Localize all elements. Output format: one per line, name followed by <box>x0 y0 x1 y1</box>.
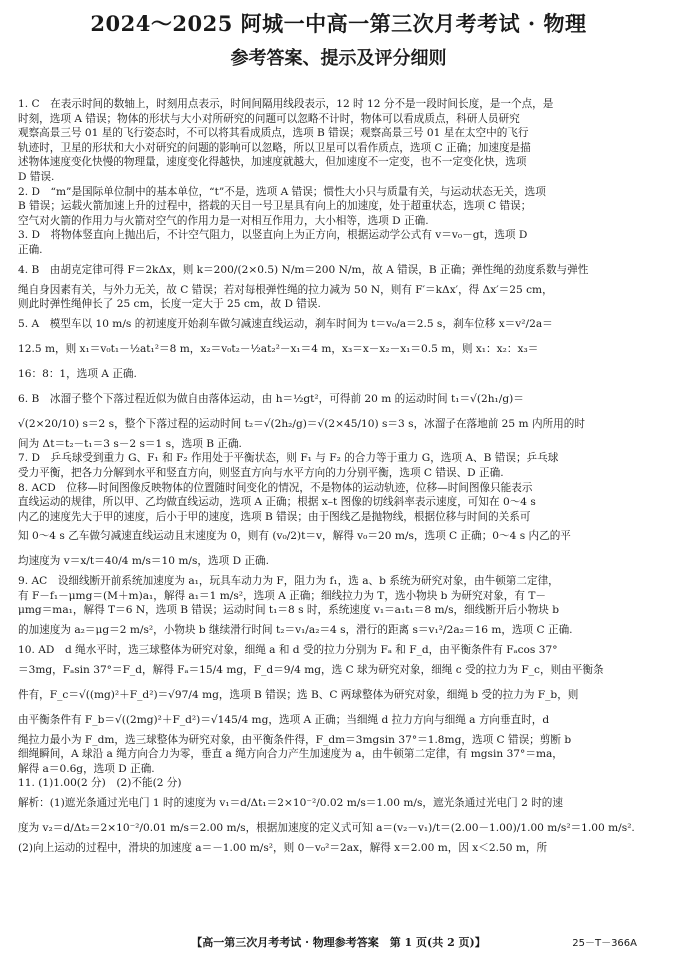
answer-line: 绳自身因素有关，与外力无关，故 C 错误；若对每根弹性绳的拉力减为 50 N，则有 F′＝kΔx′，得 Δx′＝25 cm， <box>18 283 553 296</box>
answer-line: 11. (1)1.00(2 分) (2)不能(2 分) <box>18 777 182 790</box>
answer-line: 受力平衡，把各力分解到水平和竖直方向，则竖直方向与水平方向的力分别平衡，选项 C 错误、D 正确. <box>18 466 504 479</box>
answer-line: 空气对火箭的作用力与火箭对空气的作用力是一对相互作用力，大小相等，选项 D 正确. <box>18 214 429 227</box>
footer-code: 25－T－366A <box>572 938 637 949</box>
answer-line: ＝3mg，Fₐsin 37°＝F_d，解得 Fₐ＝15/4 mg，F_d＝9/4 mg，选 C 球为研究对象，细绳 c 受的拉力为 F_c，则由平衡条 <box>18 663 604 676</box>
answer-line: 7. D 乒乓球受到重力 G、F₁ 和 F₂ 作用处于平衡状态，则 F₁ 与 F₂ 的合力等于重力 G，选项 A、B 错误；乒乓球 <box>18 452 559 465</box>
answer-line: 轨迹时，卫星的形状和大小对研究的问题的影响可以忽略，所以卫星可以看作质点，选项 C 正确；加速度是描 <box>18 141 531 154</box>
answer-line: 有 F－f₁－μmg＝(M＋m)a₁，解得 a₁＝1 m/s²，选项 A 正确；细线拉力为 T，选小物块 b 为研究对象，有 T－ <box>18 589 547 602</box>
answer-line: μmg＝ma₁，解得 T＝6 N，选项 B 错误；运动时间 t₁＝8 s 时，系统速度 v₁＝a₁t₁＝8 m/s，细线断开后小物块 b <box>18 604 559 617</box>
answer-line: 10. AD d 绳水平时，选三球整体为研究对象，细绳 a 和 d 受的拉力分别为 Fₐ 和 F_d，由平衡条件有 Fₐcos 37° <box>18 644 558 657</box>
answer-line: 3. D 将物体竖直向上抛出后，不计空气阻力，以竖直向上为正方向，根据运动学公式有 v＝v₀－gt，选项 D <box>18 229 528 242</box>
answer-line: D 错误. <box>18 170 55 183</box>
answer-line: B 错误；运载火箭加速上升的过程中，搭载的天目一号卫星具有向上的加速度，处于超重状态，选项 C 错误； <box>18 200 532 213</box>
answer-line: 解析：(1)遮光条通过光电门 1 时的速度为 v₁＝d/Δt₁＝2×10⁻²/0.02 m/s＝1.00 m/s，遮光条通过光电门 2 时的速 <box>18 797 563 810</box>
answer-line: 正确. <box>18 243 43 256</box>
answer-line: 16：8：1，选项 A 正确. <box>18 367 137 380</box>
page-title: 2024～2025 阿城一中高一第三次月考考试 · 物理 <box>90 11 587 36</box>
answer-line: 6. B 冰溜子整个下落过程近似为做自由落体运动，由 h＝½gt²，可得前 20 m 的运动时间 t₁＝√(2h₁/g)＝ <box>18 392 524 405</box>
page-subtitle: 参考答案、提示及评分细则 <box>230 48 447 69</box>
answer-line: 4. B 由胡克定律可得 F＝2kΔx，则 k＝200/(2×0.5) N/m＝200 N/m，故 A 错误，B 正确；弹性绳的劲度系数与弹性 <box>18 263 589 276</box>
answer-line: (2)向上运动的过程中，滑块的加速度 a＝－1.00 m/s²，则 0－v₀²＝2ax，解得 x＝2.00 m，因 x＜2.50 m，所 <box>18 842 548 855</box>
answer-line: 度为 v₂＝d/Δt₂＝2×10⁻²/0.01 m/s＝2.00 m/s，根据加速度的定义式可知 a＝(v₂－v₁)/t＝(2.00－1.00)/1.00 m/s²＝1.00 m/s². <box>18 822 635 835</box>
answer-line: 8. ACD 位移—时间图像反映物体的位置随时间变化的情况，不是物体的运动轨迹，位移—时间图像只能表示 <box>18 481 533 494</box>
answer-line: 内乙的速度先大于甲的速度，后小于甲的速度，选项 B 错误；由于图线乙是抛物线，根据位移与时间的关系可 <box>18 510 531 523</box>
answer-line: √(2×20/10) s＝2 s，整个下落过程的运动时间 t₂＝√(2h₂/g)＝√(2×45/10) s＝3 s，冰溜子在落地前 25 m 内所用的时 <box>18 417 585 430</box>
answer-line: 观察高景三号 01 星的飞行姿态时，不可以将其看成质点，选项 B 错误；观察高景三号 01 星在太空中的飞行 <box>18 127 529 140</box>
answer-line: 均速度为 v＝x/t＝40/4 m/s＝10 m/s，选项 D 正确. <box>18 555 269 568</box>
answer-line: 时刻，选项 A 错误；物体的形状与大小对所研究的问题可以忽略不计时，物体可以看成质点，科研人员研究 <box>18 112 520 125</box>
answer-line: 直线运动的规律，所以甲、乙均做直线运动，选项 A 正确；根据 x–t 图像的切线斜率表示速度，可知在 0～4 s <box>18 496 536 509</box>
answer-line: 1. C 在表示时间的数轴上，时刻用点表示，时间间隔用线段表示，12 时 12 分不是一段时间长度，是一个点，是 <box>18 98 554 110</box>
answer-line: 12.5 m，则 x₁＝v₀t₁－½at₁²＝8 m，x₂＝v₀t₂－½at₂²－x₁＝4 m，x₃＝x－x₂－x₁＝0.5 m，则 x₁：x₂：x₃＝ <box>18 342 539 355</box>
footer-page-info: 【高一第三次月考考试 · 物理参考答案 第 1 页(共 2 页)】 <box>191 936 486 949</box>
answer-line: 由平衡条件有 F_b＝√((2mg)²＋F_d²)＝√145/4 mg，选项 A 正确；当细绳 d 拉力方向与细绳 a 方向垂直时，d <box>18 713 550 726</box>
answer-line: 绳拉力最小为 F_dm，选三球整体为研究对象，由平衡条件得，F_dm＝3mgsin 37°＝1.8mg，选项 C 错误；剪断 b <box>18 733 572 746</box>
answer-line: 5. A 模型车以 10 m/s 的初速度开始刹车做匀减速直线运动，刹车时间为 t＝v₀/a＝2.5 s，刹车位移 x＝v²/2a＝ <box>18 317 553 330</box>
answer-line: 知 0～4 s 乙车做匀减速直线运动且末速度为 0，则有 (v₀/2)t＝v，解得 v₀＝20 m/s，选项 C 正确；0～4 s 内乙的平 <box>18 530 571 543</box>
answer-line: 解得 a＝0.6g，选项 D 正确. <box>18 762 155 775</box>
answer-line: 2. D “m”是国际单位制中的基本单位，“t”不是，选项 A 错误；惯性大小只与质量有关，与运动状态无关，选项 <box>18 185 546 198</box>
answer-line: 述物体速度变化快慢的物理量，速度变化得越快，加速度就越大，但加速度不一定变，也不一定变化快，选项 <box>18 156 527 169</box>
answer-line: 则此时弹性绳伸长了 25 cm，长度一定大于 25 cm，故 D 错误. <box>18 298 321 311</box>
answer-line: 间为 Δt＝t₂－t₁＝3 s－2 s＝1 s，选项 B 正确. <box>18 437 242 450</box>
answer-line: 的加速度为 a₂＝μg＝2 m/s²，小物块 b 继续滑行时间 t₂＝v₁/a₂＝4 s，滑行的距离 s＝v₁²/2a₂＝16 m，选项 C 正确. <box>18 624 573 637</box>
answer-line: 件有，F_c＝√((mg)²＋F_d²)＝√97/4 mg，选项 B 错误；选 B、C 两球整体为研究对象，细绳 b 受的拉力为 F_b，则 <box>18 688 579 701</box>
answer-body <box>18 97 662 856</box>
answer-line: 细绳瞬间，A 球沿 a 绳方向合力为零，垂直 a 绳方向合力产生加速度为 a，由牛顿第二定律，有 mgsin 37°＝ma， <box>18 748 563 761</box>
answer-line: 9. AC 设细线断开前系统加速度为 a₁，玩具车动力为 F，阻力为 f₁，选 a、b 系统为研究对象，由牛顿第二定律， <box>18 575 559 588</box>
